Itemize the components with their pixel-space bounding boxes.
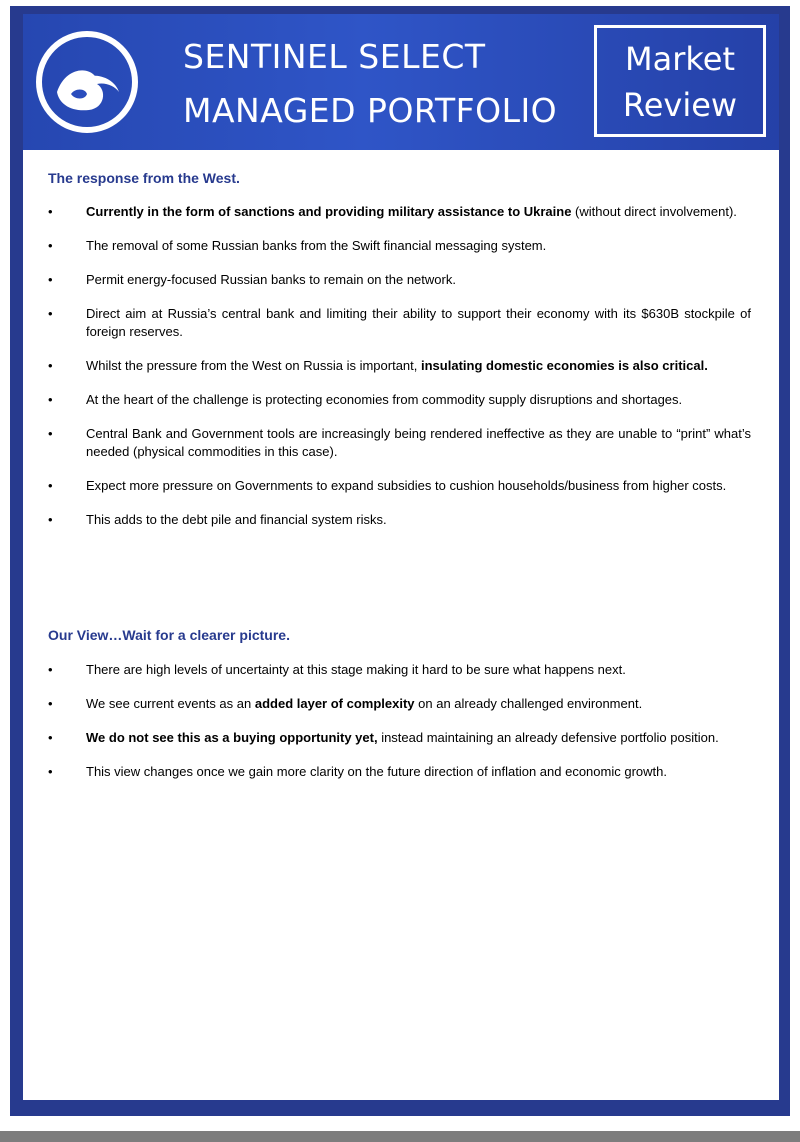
bullet-text: This view changes once we gain more clarity on the future direction of inflation and economic growth.: [86, 764, 667, 779]
bullet-dot: •: [48, 478, 53, 493]
bullet-text: This adds to the debt pile and financial system risks.: [86, 512, 387, 527]
bullet-dot: •: [48, 696, 53, 711]
bullet-item: [48, 477, 751, 495]
bullet-item: [48, 661, 751, 679]
badge-line-1: Market: [625, 40, 735, 78]
bullet-dot: •: [48, 392, 53, 407]
bullet-item: [48, 305, 751, 341]
bullet-item: [48, 391, 751, 409]
bullet-text: instead maintaining an already defensive portfolio position.: [377, 730, 719, 745]
bullet-text: Whilst the pressure from the West on Russia is important,: [86, 358, 421, 373]
bullet-text: Expect more pressure on Governments to expand subsidies to cushion households/business from higher costs.: [86, 478, 727, 493]
bullet-item: [48, 271, 751, 289]
brand-line-2: MANAGED PORTFOLIO: [183, 91, 558, 130]
bullet-text: Central Bank and Government tools are increasingly being rendered ineffective as they are unable to “print” what’s needed (physical commodities in this case).: [86, 426, 751, 459]
badge-line-2: Review: [622, 86, 738, 124]
bullet-dot: •: [48, 426, 53, 441]
bullet-emphasis: We do not see this as a buying opportunity yet,: [86, 730, 378, 745]
bullet-text: We see current events as an: [86, 696, 255, 711]
wave-logo-icon: [35, 30, 139, 134]
bullet-item: [48, 695, 751, 713]
bullet-emphasis: added layer of complexity: [254, 696, 415, 711]
bullet-dot: •: [48, 306, 53, 321]
bullet-item: [48, 729, 751, 747]
bullet-list-view: [48, 661, 751, 797]
bullet-item: [48, 237, 751, 255]
bullet-text: Permit energy-focused Russian banks to remain on the network.: [86, 272, 456, 287]
content-area: [23, 150, 779, 1100]
bullet-dot: •: [48, 238, 53, 253]
bullet-text: Direct aim at Russia’s central bank and limiting their ability to support their economy with its $630B stockpile of foreign reserves.: [86, 306, 751, 339]
brand-title: [183, 30, 557, 138]
bullet-text: (without direct involvement).: [571, 204, 737, 219]
bullet-item: [48, 425, 751, 461]
brand-line-1: SENTINEL SELECT: [183, 37, 486, 76]
bullet-dot: •: [48, 204, 53, 219]
bullet-emphasis: insulating domestic economies is also critical.: [421, 358, 708, 373]
section-heading-view: Our View…Wait for a clearer picture.: [48, 627, 290, 643]
bullet-text: There are high levels of uncertainty at this stage making it hard to be sure what happens next.: [86, 662, 626, 677]
bullet-dot: •: [48, 662, 53, 677]
bullet-dot: •: [48, 358, 53, 373]
bullet-list-west: [48, 203, 751, 545]
bullet-item: [48, 357, 751, 375]
bullet-item: [48, 763, 751, 781]
bullet-dot: •: [48, 730, 53, 745]
bullet-text: At the heart of the challenge is protecting economies from commodity supply disruptions and shortages.: [86, 392, 683, 407]
bullet-dot: •: [48, 764, 53, 779]
market-review-badge: [594, 25, 766, 137]
bullet-text: on an already challenged environment.: [414, 696, 643, 711]
footer-bar: [0, 1131, 800, 1142]
section-heading-west: The response from the West.: [48, 170, 240, 186]
bullet-emphasis: Currently in the form of sanctions and providing military assistance to Ukraine: [86, 204, 572, 219]
bullet-item: [48, 511, 751, 529]
bullet-dot: •: [48, 272, 53, 287]
bullet-dot: •: [48, 512, 53, 527]
bullet-text: The removal of some Russian banks from the Swift financial messaging system.: [86, 238, 547, 253]
bullet-item: [48, 203, 751, 221]
